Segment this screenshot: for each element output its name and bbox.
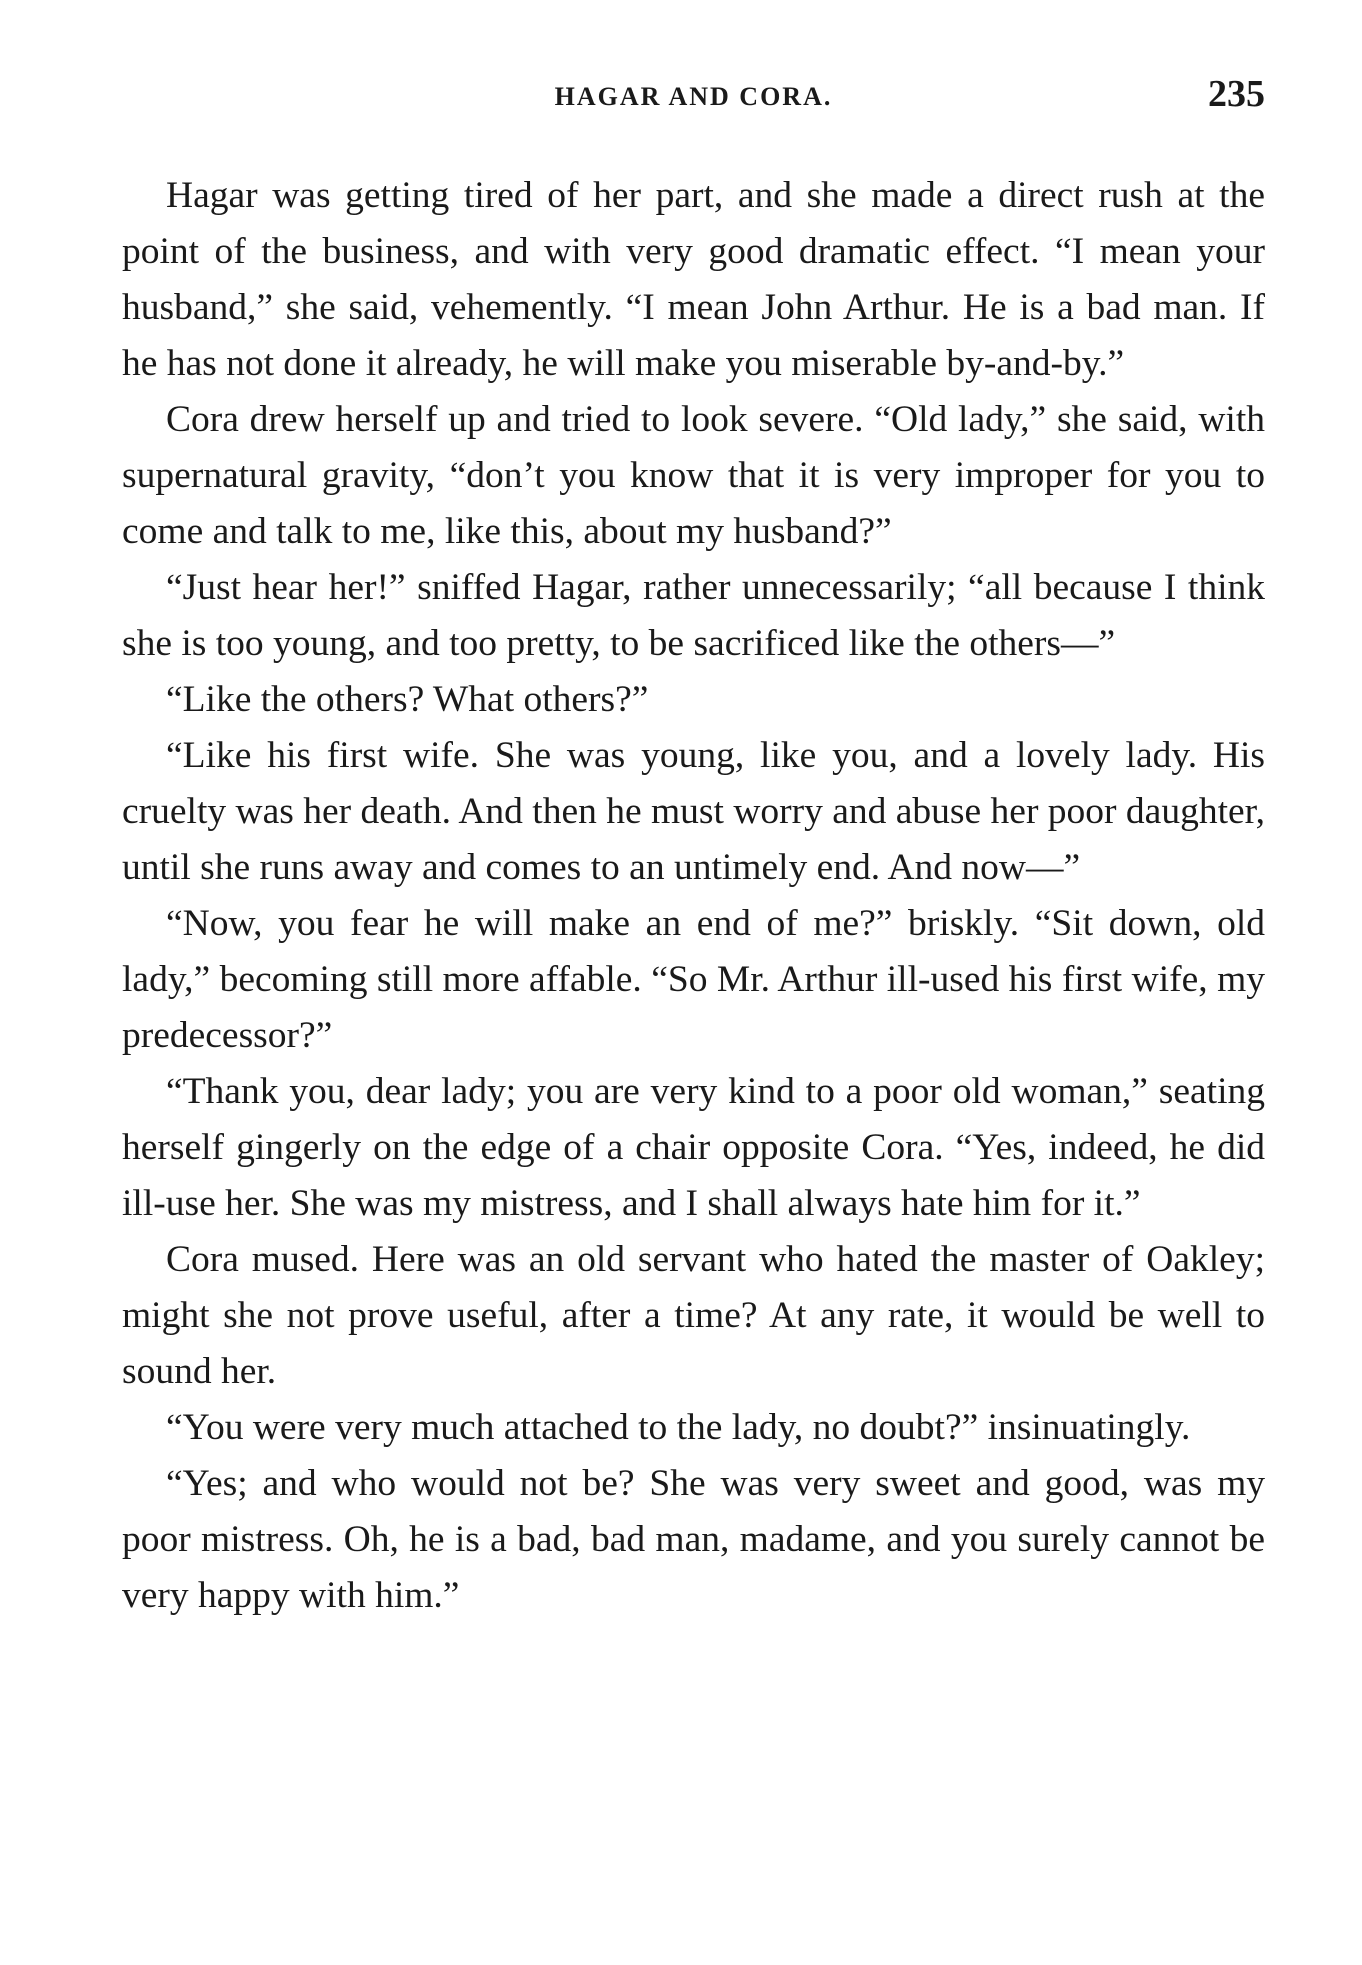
paragraph: “You were very much attached to the lady, no doubt?” insinuatingly.	[166, 1407, 1191, 1448]
paragraph: Cora drew herself up and tried to look severe. “Old lady,” she said, with supernatural gravity, “don’t you know that it is very improper for you to come and talk to me, like this, about my husband?”	[122, 399, 1265, 552]
paragraph: “Now, you fear he will make an end of me?” briskly. “Sit down, old lady,” becoming still more affable. “So Mr. Arthur ill-used his first wife, my predecessor?”	[122, 903, 1265, 1056]
body-text	[122, 168, 1265, 1624]
paragraph: “Thank you, dear lady; you are very kind to a poor old woman,” seating herself gingerly on the edge of a chair opposite Cora. “Yes, indeed, he did ill-use her. She was my mistress, and I shall always hate him for it.”	[122, 1071, 1265, 1224]
paragraph: “Like the others? What others?”	[166, 679, 649, 720]
chapter-title: HAGAR AND CORA.	[554, 82, 833, 111]
paragraph: “Yes; and who would not be? She was very sweet and good, was my poor mistress. Oh, he is a bad, bad man, madame, and you surely cannot be very happy with him.”	[122, 1463, 1265, 1616]
paragraph: “Like his first wife. She was young, like you, and a lovely lady. His cruelty was her death. And then he must worry and abuse her poor daughter, until she runs away and comes to an untimely end. And now—”	[122, 735, 1265, 888]
paragraph: Hagar was getting tired of her part, and she made a direct rush at the point of the business, and with very good dramatic effect. “I mean your husband,” she said, vehemently. “I mean John Arthur. He is a bad man. If he has not done it already, he will make you miserable by-and-by.”	[122, 175, 1265, 384]
page-number: 235	[1208, 73, 1265, 115]
paragraph: “Just hear her!” sniffed Hagar, rather unnecessarily; “all because I think she is too young, and too pretty, to be sacrificed like the others—”	[122, 567, 1265, 664]
paragraph: Cora mused. Here was an old servant who hated the master of Oakley; might she not prove useful, after a time? At any rate, it would be well to sound her.	[122, 1239, 1265, 1392]
running-head	[122, 72, 1265, 122]
